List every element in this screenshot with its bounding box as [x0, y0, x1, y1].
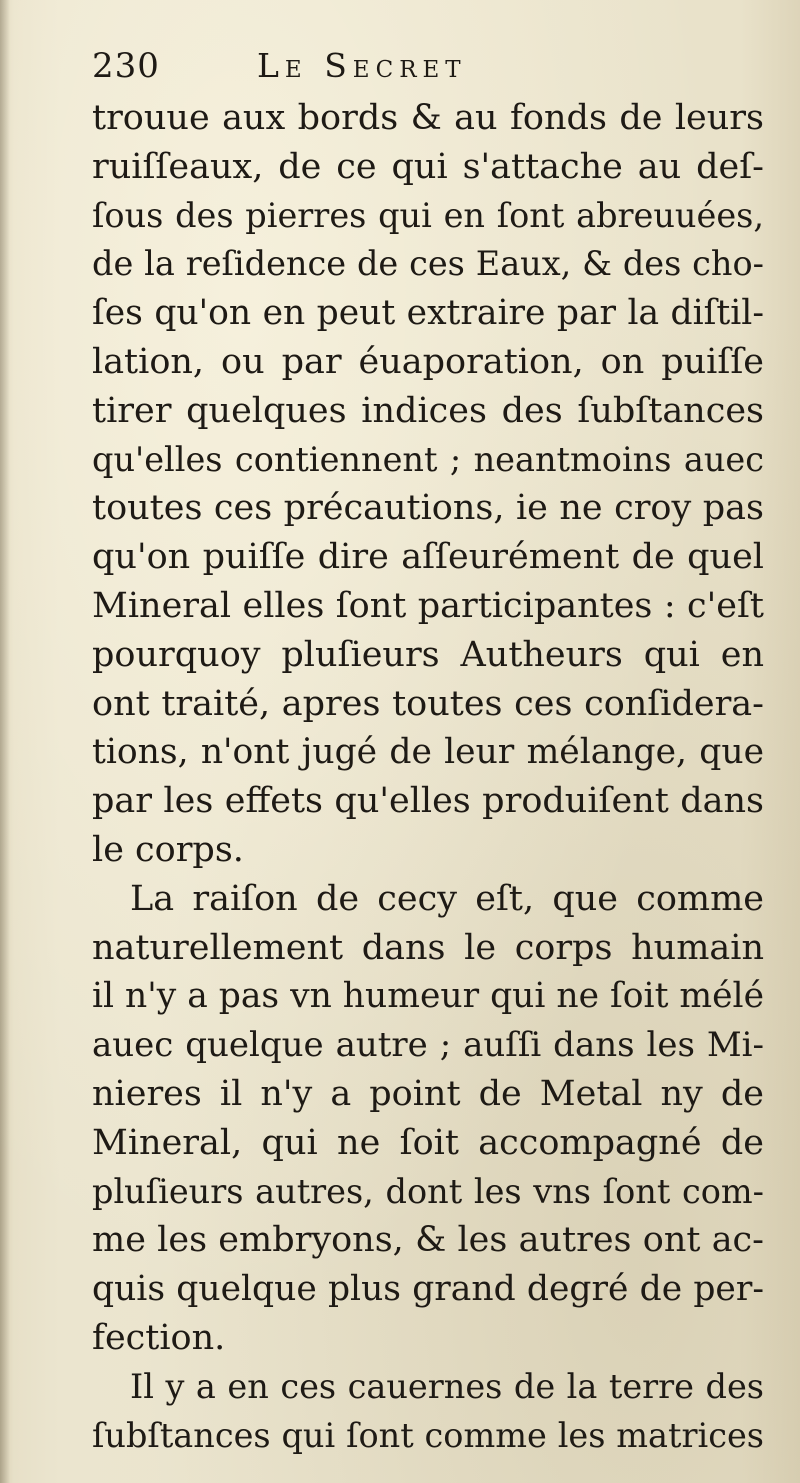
- text-line: trouue aux bords & au fonds de leurs: [92, 98, 764, 138]
- text-line: lation, ou par éuaporation, on puiſſe: [92, 341, 764, 382]
- text-line: toutes ces précautions, ie ne croy pas: [92, 488, 764, 529]
- text-line: ont traité, apres toutes ces conſidera-: [92, 683, 764, 724]
- text-line: ruiſſeaux, de ce qui s'attache au deſ-: [92, 146, 764, 187]
- text-line: tions, n'ont jugé de leur mélange, que: [92, 732, 764, 773]
- text-line: quis quelque plus grand degré de per-: [92, 1269, 764, 1310]
- running-title: Le Secret: [257, 46, 467, 85]
- page-number: 230: [92, 46, 160, 86]
- text-line: tirer quelques indices des ſubſtances: [92, 390, 764, 431]
- text-line: par les effets qu'elles produiſent dans: [92, 781, 764, 822]
- text-line: il n'y a pas vn humeur qui ne ſoit mélé: [92, 976, 764, 1017]
- body-text: [92, 94, 764, 1460]
- text-line: Il y a en ces cauernes de la terre des: [130, 1366, 764, 1406]
- page-gutter-shadow: [0, 0, 10, 1483]
- text-line: pourquoy pluſieurs Autheurs qui en: [92, 634, 764, 675]
- text-line: auec quelque autre ; auſſi dans les Mi-: [92, 1025, 764, 1066]
- paragraph-1: [92, 94, 764, 875]
- text-line: qu'on puiſſe dire aſſeurément de quel: [92, 537, 764, 578]
- text-line: nieres il n'y a point de Metal ny de: [92, 1073, 764, 1114]
- text-line: ſubſtances qui ſont comme les matrices: [92, 1415, 764, 1455]
- text-line: pluſieurs autres, dont les vns ſont com-: [92, 1171, 764, 1211]
- text-line: me les embryons, & les autres ont ac-: [92, 1220, 764, 1261]
- text-line: de la reſidence de ces Eaux, & des cho-: [92, 244, 764, 284]
- text-line: ſous des pierres qui en ſont abreuuées,: [92, 195, 764, 235]
- text-line: qu'elles contiennent ; neantmoins auec: [92, 439, 764, 479]
- text-line: naturellement dans le corps humain: [92, 927, 764, 968]
- text-line: le corps.: [92, 829, 244, 870]
- text-line: La raiſon de cecy eſt, que comme: [130, 878, 764, 919]
- text-line: Mineral elles ſont participantes : c'eſt: [92, 585, 764, 626]
- paragraph-3: [92, 1363, 764, 1461]
- text-line: ſes qu'on en peut extraire par la diſtil-: [92, 293, 764, 334]
- text-line: Mineral, qui ne ſoit accompagné de: [92, 1122, 764, 1163]
- text-line: fection.: [92, 1317, 226, 1358]
- page-header: [92, 40, 752, 90]
- paragraph-2: [92, 875, 764, 1363]
